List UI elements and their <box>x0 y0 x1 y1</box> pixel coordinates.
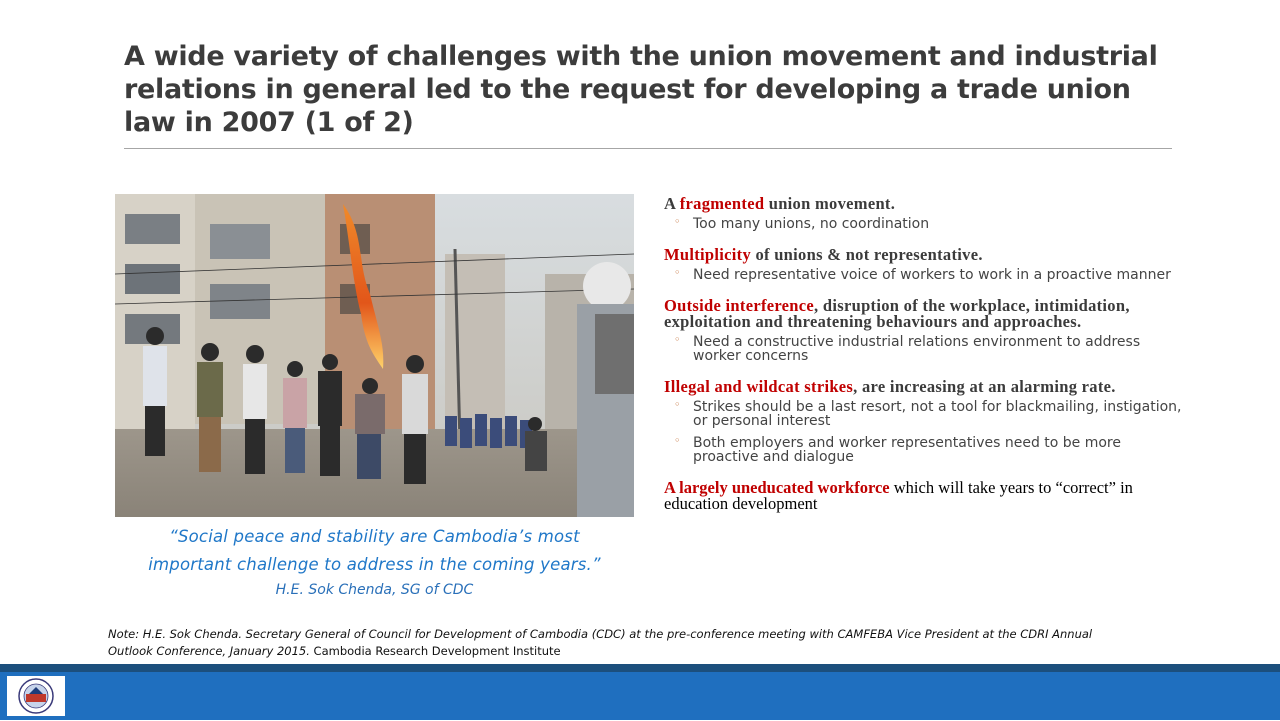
challenge-heading: A fragmented union movement. <box>664 194 896 213</box>
challenge-heading: Illegal and wildcat strikes, are increasing at an alarming rate. <box>664 377 1116 396</box>
sub-bullet-icon: ◦ <box>674 333 681 346</box>
challenge-heading: A largely uneducated workforce which will take years to “correct” in education development <box>664 478 1133 513</box>
sub-bullet-icon: ◦ <box>674 215 681 228</box>
footer-bar <box>0 672 1280 720</box>
sub-bullet-icon: ◦ <box>674 266 681 279</box>
challenge-item <box>664 298 1184 363</box>
source-note: Note: H.E. Sok Chenda. Secretary General of Council for Development of Cambodia (CDC) at the pre-conference meeting with CAMFEBA Vice President at the CDRI Annual Outlook Conference, January 2015. Cambodia Research Development Institute <box>108 627 1093 658</box>
challenge-item <box>664 480 1184 512</box>
title-divider <box>124 148 1172 149</box>
sub-point: ◦ Too many unions, no coordination <box>674 215 930 232</box>
sub-bullet-icon: ◦ <box>674 398 681 411</box>
challenge-highlight: A largely uneducated workforce <box>664 478 890 497</box>
sub-bullet-icon: ◦ <box>674 434 681 447</box>
sub-point: ◦ Need a constructive industrial relations environment to address worker concerns <box>674 333 1141 364</box>
footer-band <box>0 664 1280 672</box>
quote-attribution: H.E. Sok Chenda, SG of CDC <box>275 582 474 598</box>
sub-point: ◦ Both employers and worker representatives need to be more proactive and dialogue <box>674 434 1121 465</box>
camfeba-logo <box>7 676 65 716</box>
challenge-list <box>664 196 1184 528</box>
quote-line-1: “Social peace and stability are Cambodia’s most <box>169 527 580 546</box>
sub-point: ◦ Strikes should be a last resort, not a tool for blackmailing, instigation, or personal interest <box>674 398 1182 429</box>
challenge-item <box>664 196 1184 231</box>
challenge-heading: Outside interference, disruption of the workplace, intimidation, exploitation and threatening behaviours and approaches. <box>664 296 1130 331</box>
challenge-highlight: Multiplicity <box>664 245 752 264</box>
challenge-highlight: Outside interference <box>664 296 815 315</box>
protest-photo <box>115 194 634 517</box>
sub-point: ◦ Need representative voice of workers to work in a proactive manner <box>674 266 1171 283</box>
quote-line-2: important challenge to address in the coming years.” <box>148 555 601 574</box>
slide-title: A wide variety of challenges with the union movement and industrial relations in general led to the request for developing a trade union law in 2007 (1 of 2) <box>124 41 1158 138</box>
quote-block <box>115 523 634 601</box>
challenge-highlight: fragmented <box>679 194 765 213</box>
challenge-item <box>664 379 1184 464</box>
challenge-heading: Multiplicity of unions & not representative. <box>664 245 983 264</box>
challenge-item <box>664 247 1184 282</box>
challenge-highlight: Illegal and wildcat strikes <box>664 377 854 396</box>
